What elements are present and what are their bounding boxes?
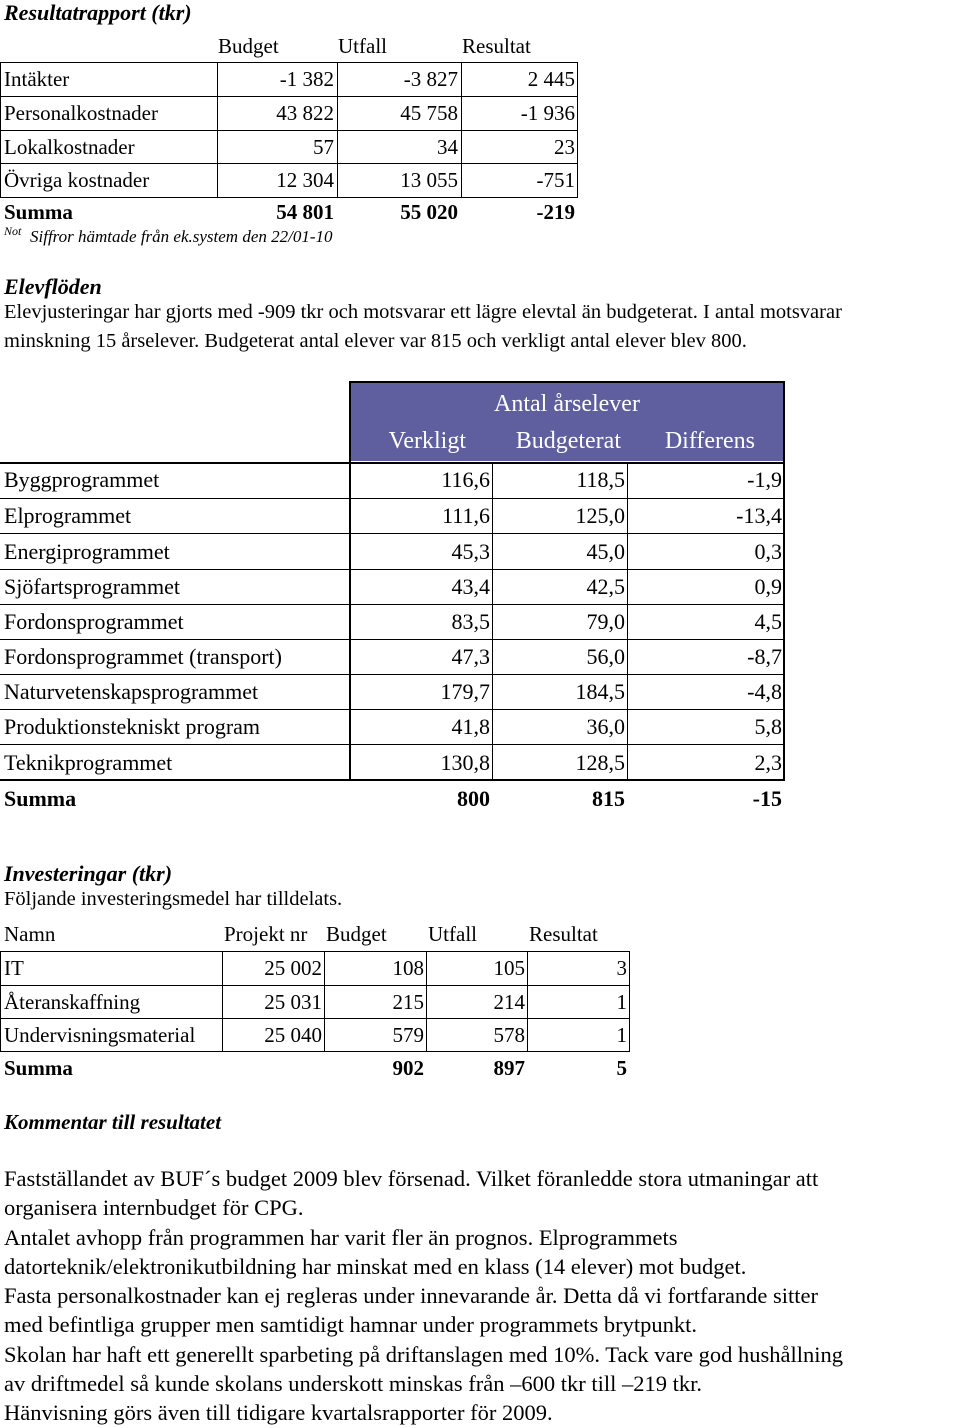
table-rule — [0, 951, 1, 1051]
kommentar-line: datorteknik/elektronikutbildning har minskat med en klass (14 elever) mot budget. — [4, 1253, 747, 1279]
row-label: Fordonsprogrammet — [4, 609, 184, 634]
summa-label: Summa — [4, 786, 77, 811]
cell-differens: -8,7 — [747, 644, 782, 669]
row-label: Fordonsprogrammet (transport) — [4, 644, 282, 669]
cell-verkligt: 43,4 — [451, 574, 490, 599]
cell-budget: -1 382 — [279, 67, 334, 91]
row-label: Intäkter — [4, 67, 70, 91]
row-namn: Undervisningsmaterial — [4, 1023, 196, 1047]
header-projekt-nr: Projekt nr — [224, 922, 308, 946]
summa-differens: -15 — [752, 786, 782, 811]
table-rule — [0, 1018, 630, 1019]
kommentar-line: Skolan har haft ett generellt sparbeting på driftanslagen med 10%. Tack vare god hushållning — [4, 1341, 844, 1367]
header-budget: Budget — [326, 922, 387, 946]
header-budgeterat: Budgeterat — [515, 428, 621, 454]
cell-budget: 215 — [392, 990, 424, 1014]
cell-budgeterat: 184,5 — [575, 679, 625, 704]
row-label: Energiprogrammet — [4, 539, 170, 564]
table-rule — [349, 381, 785, 383]
header-differens: Differens — [664, 428, 755, 454]
table-rule — [0, 604, 785, 605]
cell-budgeterat: 118,5 — [576, 467, 625, 492]
cell-budgeterat: 128,5 — [575, 750, 625, 775]
row-label: Produktionstekniskt program — [4, 714, 261, 739]
table-rule — [0, 62, 1, 197]
note-superscript: Not — [4, 224, 22, 238]
cell-projekt-nr: 25 040 — [264, 1023, 322, 1047]
cell-resultat: 23 — [554, 135, 575, 159]
cell-utfall: 45 758 — [400, 101, 458, 125]
table-rule — [0, 498, 785, 499]
row-namn: IT — [4, 956, 24, 980]
table-rule — [783, 381, 785, 781]
kommentar-line: Fastställandet av BUF´s budget 2009 blev försenad. Vilket föranledde stora utmaningar att — [4, 1166, 819, 1191]
kommentar-line: av driftmedel så kunde skolans underskott minskas från –600 tkr till –219 tkr. — [4, 1371, 703, 1397]
note-text: Siffror hämtade från ek.system den 22/01-10 — [30, 227, 333, 246]
cell-utfall: 214 — [493, 990, 525, 1014]
cell-resultat: -1 936 — [520, 101, 575, 125]
cell-resultat: -751 — [536, 168, 575, 192]
cell-differens: 0,9 — [754, 574, 782, 599]
cell-utfall: 13 055 — [400, 168, 458, 192]
cell-budgeterat: 79,0 — [586, 609, 625, 634]
cell-budgeterat: 42,5 — [586, 574, 625, 599]
row-label: Lokalkostnader — [4, 135, 135, 159]
table-rule — [0, 163, 578, 164]
table-rule — [0, 674, 785, 675]
cell-budgeterat: 45,0 — [586, 539, 625, 564]
table-rule — [577, 62, 578, 197]
cell-budgeterat: 36,0 — [586, 714, 625, 739]
table-rule — [627, 462, 628, 780]
table-rule — [0, 130, 578, 131]
cell-projekt-nr: 25 002 — [264, 956, 322, 980]
elevfloden-line: Elevjusteringar har gjorts med -909 tkr och motsvarar ett lägre elevtal än budgeterat. I antal motsvarar — [4, 301, 842, 323]
table-rule — [0, 709, 785, 710]
header-verkligt: Verkligt — [388, 428, 466, 454]
cell-verkligt: 130,8 — [440, 750, 490, 775]
table-rule — [0, 462, 785, 464]
table-rule — [0, 744, 785, 745]
kommentar-line: med befintliga grupper men samtidigt hamnar under programmets brytpunkt. — [4, 1312, 697, 1338]
kommentar-line: organisera internbudget för CPG. — [4, 1195, 304, 1221]
cell-budget: 108 — [392, 956, 424, 980]
summa-label: Summa — [4, 200, 73, 224]
cell-verkligt: 41,8 — [451, 714, 490, 739]
table-rule — [629, 951, 630, 1051]
summa-resultat: -219 — [536, 200, 575, 224]
table-rule — [0, 985, 630, 986]
elevfloden-title: Elevflöden — [4, 274, 102, 299]
summa-verkligt: 800 — [457, 786, 490, 811]
cell-utfall: 105 — [493, 956, 525, 980]
kommentar-text — [4, 1164, 954, 1428]
cell-verkligt: 179,7 — [440, 679, 490, 704]
summa-budgeterat: 815 — [592, 786, 625, 811]
cell-budget: 12 304 — [276, 168, 334, 192]
cell-verkligt: 83,5 — [451, 609, 490, 634]
cell-differens: 5,8 — [754, 714, 782, 739]
header-utfall: Utfall — [338, 34, 387, 58]
cell-verkligt: 47,3 — [451, 644, 490, 669]
row-label: Teknikprogrammet — [4, 750, 173, 775]
table-rule — [0, 569, 785, 570]
row-label: Övriga kostnader — [4, 168, 150, 192]
cell-verkligt: 116,6 — [441, 467, 490, 492]
cell-differens: 4,5 — [754, 609, 782, 634]
summa-budget: 902 — [392, 1056, 424, 1080]
table-rule — [349, 381, 351, 781]
table-rule — [0, 96, 578, 97]
cell-utfall: 34 — [437, 135, 458, 159]
kommentar-line: Hänvisning görs även till tidigare kvartalsrapporter för 2009. — [4, 1400, 553, 1426]
row-label: Elprogrammet — [4, 503, 132, 528]
cell-budgeterat: 56,0 — [586, 644, 625, 669]
kommentar-title: Kommentar till resultatet — [4, 1110, 222, 1134]
cell-resultat: 1 — [616, 990, 627, 1014]
cell-budget: 579 — [392, 1023, 424, 1047]
investeringar-intro: Följande investeringsmedel har tilldelats. — [4, 888, 343, 910]
table-rule — [492, 462, 493, 780]
cell-resultat: 1 — [616, 1023, 627, 1047]
header-resultat: Resultat — [462, 34, 531, 58]
table-rule — [0, 951, 630, 952]
summa-utfall: 55 020 — [400, 200, 458, 224]
header-utfall: Utfall — [428, 922, 477, 946]
table-rule — [0, 197, 578, 198]
header-resultat: Resultat — [529, 922, 598, 946]
row-label: Personalkostnader — [4, 101, 158, 125]
cell-differens: 0,3 — [754, 539, 782, 564]
row-label: Naturvetenskapsprogrammet — [4, 679, 259, 704]
cell-projekt-nr: 25 031 — [264, 990, 322, 1014]
table-rule — [0, 62, 578, 63]
summa-utfall: 897 — [493, 1056, 525, 1080]
header-budget: Budget — [218, 34, 279, 58]
cell-resultat: 2 445 — [527, 67, 575, 91]
summa-budget: 54 801 — [276, 200, 334, 224]
kommentar-line: Antalet avhopp från programmen har varit fler än prognos. Elprogrammets — [4, 1224, 678, 1250]
elevfloden-line: minskning 15 årselever. Budgeterat antal elever var 815 och verkligt antal elever blev 800. — [4, 330, 747, 352]
summa-resultat: 5 — [616, 1056, 627, 1080]
cell-utfall: -3 827 — [403, 67, 458, 91]
table-rule — [0, 779, 785, 781]
cell-budget: 43 822 — [276, 101, 334, 125]
arselever-group-header: Antal årselever — [494, 391, 640, 417]
cell-differens: -1,9 — [747, 467, 782, 492]
row-namn: Återanskaffning — [4, 990, 141, 1014]
cell-resultat: 3 — [616, 956, 627, 980]
cell-verkligt: 111,6 — [442, 503, 490, 528]
summa-label: Summa — [4, 1056, 73, 1080]
cell-differens: 2,3 — [754, 750, 782, 775]
cell-differens: -4,8 — [747, 679, 782, 704]
kommentar-line: Fasta personalkostnader kan ej regleras under innevarande år. Detta då vi fortfarande sitter — [4, 1283, 819, 1309]
row-label: Sjöfartsprogrammet — [4, 574, 180, 599]
table-rule — [0, 1051, 630, 1052]
cell-utfall: 578 — [493, 1023, 525, 1047]
cell-verkligt: 45,3 — [451, 539, 490, 564]
table-rule — [0, 533, 785, 534]
cell-budget: 57 — [313, 135, 334, 159]
resultatrapport-title: Resultatrapport (tkr) — [4, 0, 192, 25]
table-rule — [0, 639, 785, 640]
row-label: Byggprogrammet — [4, 467, 160, 492]
header-namn: Namn — [4, 922, 56, 946]
investeringar-title: Investeringar (tkr) — [4, 861, 173, 886]
cell-budgeterat: 125,0 — [575, 503, 625, 528]
cell-differens: -13,4 — [736, 503, 782, 528]
